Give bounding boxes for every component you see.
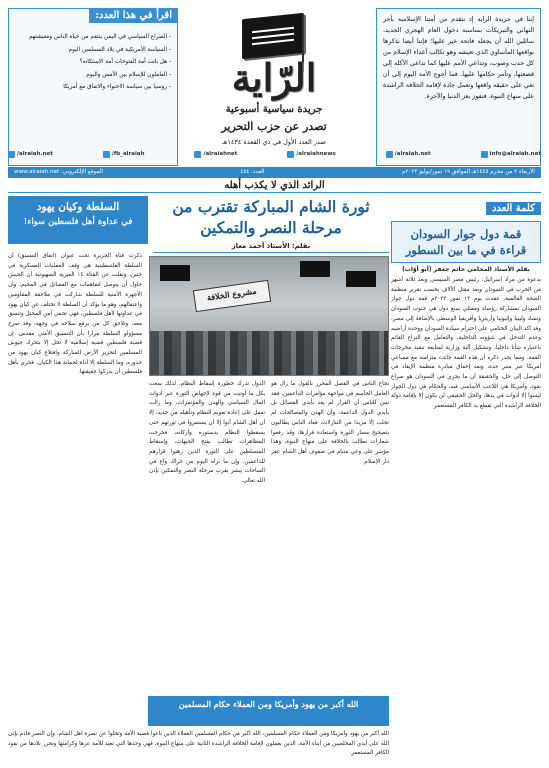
social-facebook[interactable]: /alraiah.net (386, 151, 431, 158)
sidebar-article-title[interactable] (8, 196, 148, 244)
masthead (0, 0, 549, 191)
editor-title[interactable]: قمة دول جوار السودان قراءة في ما بين السطور (391, 221, 541, 263)
sidebar-article-body: ذكرت قناة الجزيرة تحت عنوان (اتفاق التنسيق) أن السلطة الفلسطينية هي وقف العمليات العسكرية في جنين، ونقلت عن القناة ١٤ العبرية الصهيونية أن الجيش حاول أن يتوصل لتفاهمات مع الفصائل في المخيم، وأن الأجهزة الأمنية للسلطة شاركت في ملاحقة المقاومين واعتقالهم، وهو ما يؤكد أن السلطة لا تختلف عن كيان يهود في عداوتها لأهل فلسطين، فهي تحمي أمن المحتل وتنسق معه، وتلاحق كل من يرفع سلاحه في وجهه، وقد صرح مسؤولو السلطة مرارا بأن التنسيق الأمني مقدس. إن قضية فلسطين قضية إسلامية لا تحل إلا بتحرك جيوش المسلمين لتحرير الأرض المباركة واقتلاع كيان يهود من جذوره، وما السلطة إلا أداة لحماية هذا الكيان، فحري بأهل فلسطين أن يدركوا حقيقتها. (8, 253, 142, 376)
editorial-box-text: إننا في جريدة الراية إذ نتقدم من أمتنا الإسلامية بأحر التهاني والتبريكات بمناسبة دخول العام الهجري الجديد، سائلين الله أن يجعله فاتحة خير عليها؛ فإننا أيضا نذكرها بواقعها المأساوي الذي تعيشه وهو تكالب أعداء الإسلام من كل حدب وصوب، وتداعي الأمم عليها كما تداعى الأكلة إلى قصعتها، وتآمر حكامها عليها. فما أحوج الأمة اليوم إلى أن تعي على حقيقة واقعها وتعمل جادة لإقامة الخلافة الراشدة على منهاج النبوة، فنفوز بعز الدنيا والآخرة. (383, 16, 534, 100)
editorial-box (376, 8, 541, 166)
sidebar-title-line1: السلطة وكيان يهود (36, 201, 120, 213)
lead-author: بقلم: الأستاذ أحمد معاز (153, 242, 389, 253)
social-web[interactable]: /alraiah.net (8, 151, 53, 158)
editor-body: بدعوة من مراد أسرائيل: رئيس مصر السيسي وبعد ثلاثة أشهر من الحرب في السودان وبعد مقتل الآلاف بحسب تقرير منظمة الصحة العالمية، عقدت يوم ١٣ تموز ٢٠٢٣م قمة دول جوار السودان بمشاركة رؤساء وممثلي سبع دول هي جنوب السودان وتشاد وليبيا وإثيوبيا وأريتريا وأفريقيا الوسطى بالإضافة إلى مصر، وقد أكد البيان الختامي على احترام سيادة السودان ووحدة أراضيه وعدم التدخل في شؤونه الداخلية، والتعامل مع النزاع القائم باعتباره شأنا داخليا، وتشكيل آلية وزارية لمتابعة تنفيذ مخرجات القمة. ومما يجدر ذكره أن هذه القمة جاءت متزامنة مع مساعي أمريكا عبر منبر جدة، وبعد إخفاق مبادرة منظمة الإيقاد في التوصل إلى حل، والحقيقة أن ما يجري في السودان هو صراع نفوذ، وأمريكا هي اللاعب الأساسي فيه، والحكام في دول الجوار ليسوا إلا أدوات في يدها، والحل الحقيقي لن يكون إلا بإقامة دولة الخلافة الراشدة التي تقطع يد الكافر المستعمر. (391, 277, 541, 410)
flag-icon (300, 261, 330, 277)
logo-publisher: تصدر عن حزب التحرير (221, 120, 327, 133)
lead-column-1: نجاح الناس في الفصل المحرر بالقول ما زال هو العامل الحاسم في مواجهة مؤامرات الداعمين، فقد تبين للناس أن القرار لم يعد بأيدي الفصائل بل بأيدي الدول الداعمة، وأن الهدن والمصالحات لم تجلب إلا مزيدا من التنازلات، فعاد الناس يطالبون بتصحيح مسار الثورة واستعادة قرارها، وقد رفعوا شعارات تطالب بالخلافة على منهاج النبوة، وهذا مؤشر على وعي متنام في صفوف أهل الشام عقر دار الإسلام. (271, 381, 389, 465)
issue-date: الأربعاء ٢ من محرم ١٤٤٥هـ الموافق ١٩ تموز/يوليو ٢٠٢٣م (401, 169, 535, 175)
social-links (8, 148, 541, 160)
contents-item[interactable]: - العاملون للإسلام بين الأمس واليوم (15, 69, 171, 82)
facebook-icon (386, 151, 393, 158)
issue-number: العدد: ٤٥٤ (240, 169, 265, 175)
photo-banner-text: مشروع الخلافة (206, 285, 258, 303)
crowd (150, 331, 388, 375)
website[interactable]: الموقع الإلكتروني: www.alraiah.net (14, 169, 103, 175)
social-instagram[interactable]: /fb_alraiah (103, 151, 145, 158)
lead-bottom-text: الله أكبر من يهود وأمريكا ومن العملاء حكام المسلمين، الله أكبر من حكام المسلمين العملاء الذين باعوا قضية الأمة وتخلوا عن نصرة أهل الشام، وإن النصر قادم بإذن الله على أيدي المخلصين من أبناء الأمة، الذين يعملون لإقامة الخلافة الراشدة الثانية على منهاج النبوة، فهي وحدها التي تعيد للأمة عزها وكرامتها وتحرر بلادها من نفوذ الكافر المستعمر. (8, 731, 389, 757)
photo-banner (193, 280, 271, 312)
lead-article (8, 196, 389, 760)
social-email[interactable]: info@alraiah.net (481, 151, 541, 158)
pull-quote: الله أكبر من يهود وأمريكا ومن العملاء حكام المسلمين (148, 696, 389, 726)
black-flag-icon (242, 13, 304, 60)
sidebar-title-line2: في عداوة أهل فلسطين سواء! (23, 217, 133, 227)
logo-name: الرّاية (231, 55, 317, 100)
mail-icon (481, 151, 488, 158)
social-twitter[interactable]: /alraiahnews (287, 151, 336, 158)
contents-item[interactable]: - السياسة الأمريكية في بلاد المسلمين اليوم (15, 44, 171, 57)
globe-icon (8, 151, 15, 158)
youtube-icon (194, 151, 201, 158)
editor-author: بقلم الأستاذ المحامي حاتم جعفر (أبو أوّاب) (402, 266, 530, 273)
flag-icon (346, 271, 376, 287)
social-youtube[interactable]: /alraiahnet (194, 151, 237, 158)
contents-box (8, 8, 178, 166)
contents-title: اقرأ في هذا العدد: (89, 8, 178, 23)
logo-issue-note: صدر العدد الأول في ذي القعدة ١٤٣٤هـ (222, 138, 326, 146)
twitter-icon (287, 151, 294, 158)
newspaper-logo[interactable] (186, 10, 362, 158)
slogan: الرائد الذي لا يكذب أهله (8, 179, 541, 193)
contents-item[interactable]: - الصراع السياسي في اليمن ينتقم من حياة الناس ومعيشتهم (15, 31, 171, 44)
editor-column (391, 196, 541, 760)
contents-item[interactable]: - هل باتت أمة الفتوحات أمة الاستكانة؟ (15, 56, 171, 69)
contents-item[interactable]: - روسيا بين سياسة الاحتواء والاتفاق مع أمريكا (15, 81, 171, 94)
lead-column-2: الدول تدرك خطورة إسقاط النظام، لذلك سعت بكل ما أوتيت من قوة لإجهاض الثورة عبر أدوات المال السياسي والهدن والمؤتمرات، وما زالت تعمل على إعادة تعويم النظام وتأهيله من جديد، إلا أن أهل الشام أبوا إلا أن يستمروا في ثورتهم حتى يسقطوا النظام بدستوره وأركانه، فخرجت المظاهرات تطالب بفتح الجبهات، وإسقاط المتسلطين على الثورة الذين رهنوا قرارهم للداعمين. وإن ما نراه اليوم من حراك واع في الساحات يبشر بقرب مرحلة النصر والتمكين بإذن الله تعالى. (149, 381, 265, 485)
lead-title[interactable]: ثورة الشام المباركة تقترب من مرحلة النصر والتمكين (172, 197, 370, 237)
issue-info-bar (8, 167, 541, 178)
logo-tagline: جريدة سياسية أسبوعية (225, 104, 323, 115)
instagram-icon (103, 151, 110, 158)
protest-photo (149, 256, 389, 376)
flag-icon (160, 265, 190, 281)
section-label: كلمة العدد (486, 202, 541, 215)
